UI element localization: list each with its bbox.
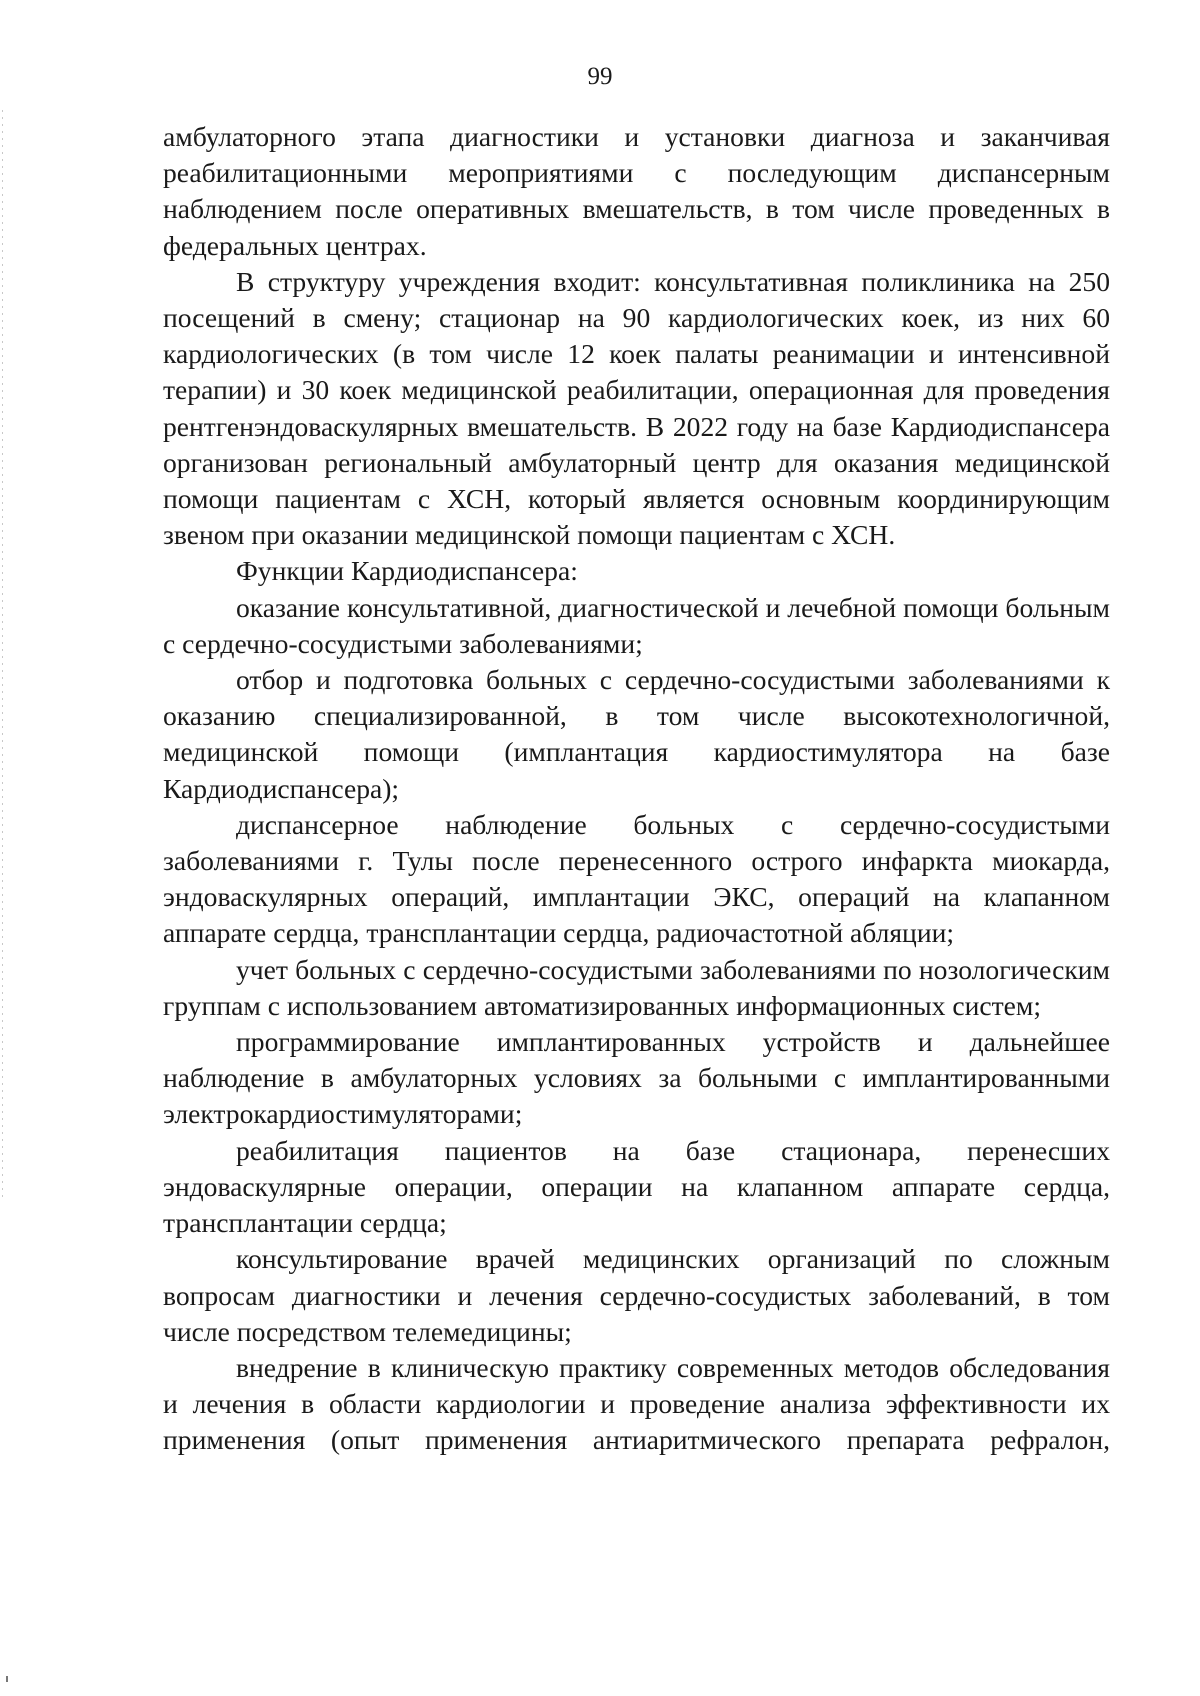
list-item-doctor-consulting: консультирование врачей медицинских организаций по сложным вопросам диагностики и лечения сердечно-сосудистых заболеваний, в том числе посредством телемедицины; — [163, 1243, 1110, 1347]
list-item-patient-selection: отбор и подготовка больных с сердечно-сосудистыми заболеваниями к оказанию специализированной, в том числе высокотехнологичной, медицинской помощи (имплантация кардиостимулятора на базе Кардиодиспансера); — [163, 664, 1110, 804]
page-number: 99 — [587, 63, 613, 90]
paragraph-functions-heading: Функции Кардиодиспансера: — [236, 555, 578, 587]
scan-edge-mark — [2, 110, 3, 1200]
list-item-rehabilitation: реабилитация пациентов на базе стационара, перенесших эндоваскулярные операции, операции на клапанном аппарате сердца, трансплантации сердца; — [163, 1134, 1110, 1239]
list-item-patient-registry: учет больных с сердечно-сосудистыми заболеваниями по нозологическим группам с использованием автоматизированных информационных систем; — [163, 953, 1110, 1021]
list-item-dispensary-observation: диспансерное наблюдение больных с сердечно-сосудистыми заболеваниями г. Тулы после перенесенного острого инфаркта миокарда, эндоваскулярных операций, имплантации ЭКС, операций на клапанном аппарате сердца, трансплантации сердца, радиочастотной абляции; — [163, 808, 1110, 949]
list-item-consulting-help: оказание консультативной, диагностической и лечебной помощи больным с сердечно-сосудистыми заболеваниями; — [163, 591, 1110, 659]
paragraph-continuation: амбулаторного этапа диагностики и установки диагноза и заканчивая реабилитационными мероприятиями с последующим диспансерным наблюдением после оперативных вмешательств, в том числе проведенных в федеральных центрах. — [163, 121, 1110, 261]
scan-corner-mark — [6, 1676, 8, 1682]
list-item-device-programming: программирование имплантированных устройств и дальнейшее наблюдение в амбулаторных условиях за больными с имплантированными электрокардиостимуляторами; — [163, 1026, 1110, 1130]
list-item-clinical-practice: внедрение в клиническую практику современных методов обследования и лечения в области кардиологии и проведение анализа эффективности их применения (опыт применения антиаритмического препарата рефралон, — [163, 1351, 1110, 1456]
paragraph-structure: В структуру учреждения входит: консультативная поликлиника на 250 посещений в смену; стационар на 90 кардиологических коек, из них 60 кардиологических (в том числе 12 коек палаты реанимации и интенсивной терапии) и 30 коек медицинской реабилитации, операционная для проведения рентгенэндоваскулярных вмешательств. В 2022 году на базе Кардиодиспансера организован региональный амбулаторный центр для оказания медицинской помощи пациентам с ХСН, который является основным координирующим звеном при оказании медицинской помощи пациентам с ХСН. — [163, 265, 1110, 551]
body-text — [163, 119, 1110, 1459]
